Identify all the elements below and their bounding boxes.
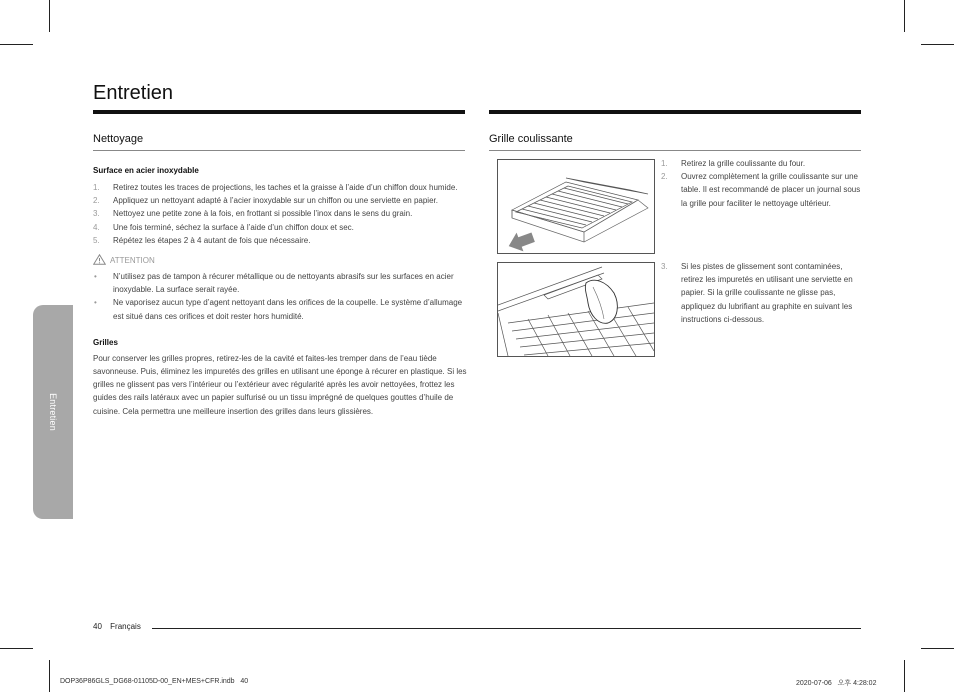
print-date-info: 2020-07-06 오후 4:28:02: [796, 680, 877, 687]
list-item: 4. Une fois terminé, séchez la surface à l’aide d’un chiffon doux et sec.: [93, 222, 354, 232]
crop-mark: [904, 660, 905, 692]
page-title: Entretien: [93, 82, 174, 104]
section-rule: [489, 150, 861, 151]
list-item: 5. Répétez les étapes 2 à 4 autant de fois que nécessaire.: [93, 235, 311, 245]
crop-mark: [49, 660, 50, 692]
crop-mark: [921, 648, 954, 649]
sliding-rack-illustration: [497, 159, 655, 254]
list-item: • N’utilisez pas de tampon à récurer métallique ou de nettoyants abrasifs sur les surfaces en acier inoxydable. La surface serait rayée.: [94, 272, 454, 295]
section-rule: [93, 150, 465, 151]
page-number: 40: [93, 622, 102, 631]
list-item: • Ne vaporisez aucun type d’agent nettoyant dans les orifices de la coupelle. Le système d’allumage est situé dans ces orifices et doit rester hors humidité.: [94, 298, 463, 321]
warning-triangle-icon: [93, 254, 106, 267]
section-title-nettoyage: Nettoyage: [93, 133, 144, 145]
section-title-grille-coulissante: Grille coulissante: [489, 133, 573, 145]
list-item: 1. Retirez la grille coulissante du four.: [661, 159, 806, 168]
attention-label: ATTENTION: [110, 256, 155, 266]
print-file-info: DOP36P86GLS_DG68-01105D-00_EN+MES+CFR.indb 40: [60, 678, 249, 685]
list-item: 2. Ouvrez complètement la grille coulissante sur une table. Il est recommandé de placer un journal sous la grille pour faciliter le nettoyage ultérieur.: [661, 172, 861, 208]
attention-heading: [93, 254, 468, 267]
list-item: 2. Appliquez un nettoyant adapté à l’acier inoxydable sur un chiffon ou une serviette en papier.: [93, 196, 438, 206]
attention-bullets: [93, 270, 468, 323]
stainless-steps: [93, 181, 468, 247]
crop-mark: [0, 648, 33, 649]
rail-cleaning-illustration: [497, 262, 655, 357]
grilles-paragraph: Pour conserver les grilles propres, retirez-les de la cavité et faites-les tremper dans de l’eau tiède savonneuse. Puis, éliminez les impuretés des grilles en utilisant une éponge à récurer en plastique. Si les grilles ne glissent pas vers l’intérieur ou l’extérieur avec régularité après les avoir nettoyées, frottez les guides des rails latéraux avec un papier sulfurisé ou un tissu imprégné de quelques gouttes d’huile de cuisine. Cela permettra une meilleure insertion des grilles dans leurs glissières.: [93, 353, 467, 416]
page-number-footer: [93, 622, 141, 631]
crop-mark: [921, 44, 954, 45]
left-title-rule: [93, 110, 465, 114]
list-item: 3. Si les pistes de glissement sont contaminées, retirez les impuretés en utilisant une serviette en papier. Si la grille coulissante ne glisse pas, appliquez du lubrifiant au graphite en suivant les instructions ci-dessous.: [661, 262, 853, 324]
footer-language: Français: [110, 622, 141, 631]
stainless-block: [93, 166, 468, 418]
footer-rule: [152, 628, 861, 629]
subsection-title-stainless: Surface en acier inoxydable: [93, 166, 199, 175]
side-tab-label: Entretien: [48, 393, 58, 431]
list-item: 1. Retirez toutes les traces de projections, les taches et la graisse à l’aide d’un chiffon doux humide.: [93, 183, 458, 192]
crop-mark: [904, 0, 905, 32]
rack-steps-b: [661, 260, 861, 326]
subsection-title-grilles: Grilles: [93, 337, 118, 347]
right-title-rule: [489, 110, 861, 114]
crop-mark: [0, 44, 33, 45]
rack-steps-a: [661, 157, 861, 210]
crop-mark: [49, 0, 50, 32]
list-item: 3. Nettoyez une petite zone à la fois, en frottant si possible l’inox dans le sens du grain.: [93, 209, 413, 219]
chapter-side-tab: [33, 305, 73, 519]
